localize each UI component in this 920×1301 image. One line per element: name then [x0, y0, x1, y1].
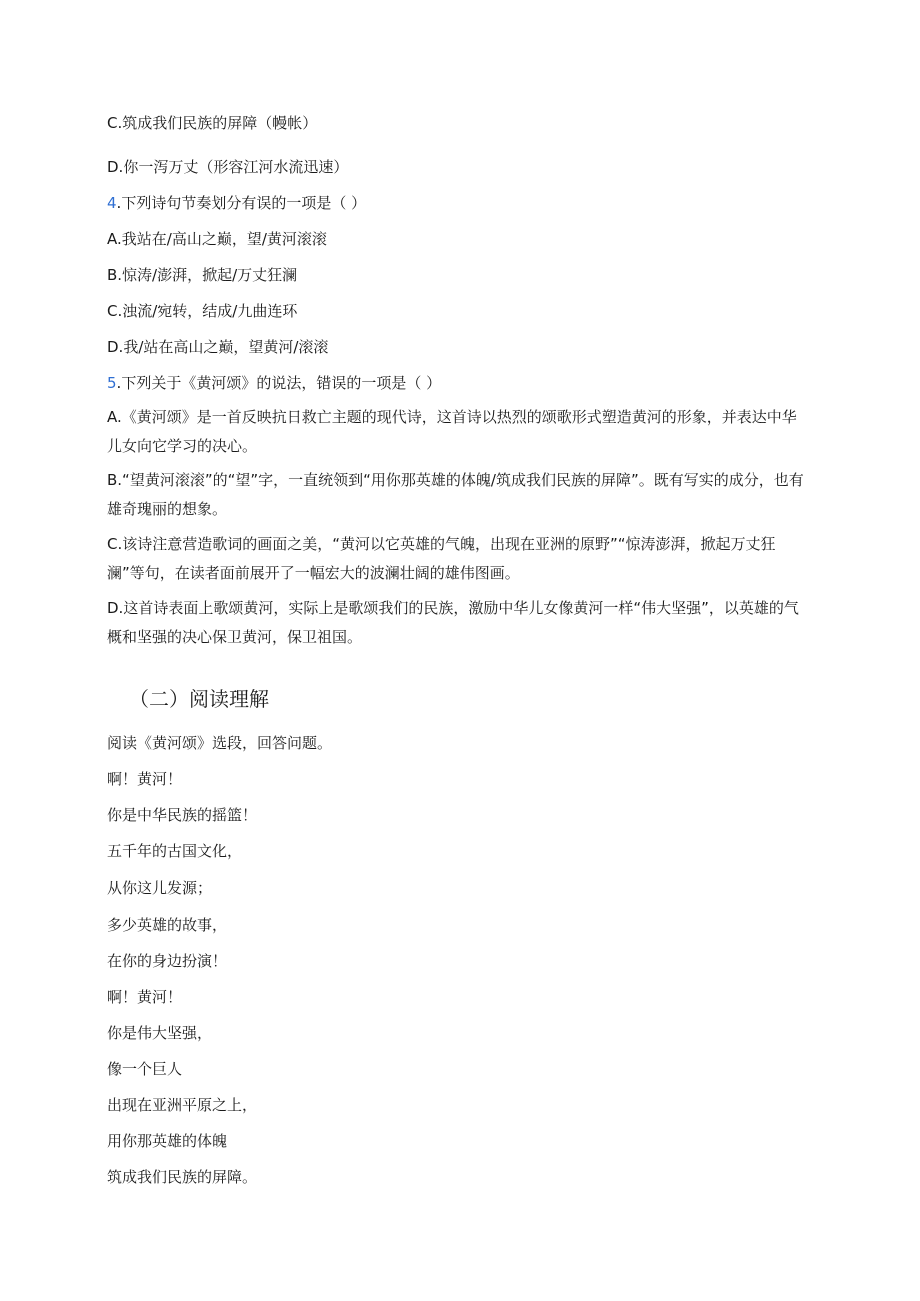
q5-option-a: A.《黄河颂》是一首反映抗日救亡主题的现代诗，这首诗以热烈的颂歌形式塑造黄河的形象，并表达中华儿女向它学习的决心。	[107, 408, 797, 455]
poem-line: 啊！黄河！	[107, 988, 183, 1006]
poem-line: 从你这儿发源；	[107, 879, 213, 897]
q4-number: 4	[107, 194, 117, 212]
poem-line: 你是伟大坚强，	[107, 1024, 213, 1042]
q3-option-d: D.你一泻万丈（形容江河水流迅速）	[107, 158, 349, 176]
reading-intro: 阅读《黄河颂》选段，回答问题。	[107, 734, 333, 752]
q4-stem-text: .下列诗句节奏划分有误的一项是（ ）	[116, 194, 367, 212]
q5-stem	[107, 374, 441, 392]
q4-stem	[107, 194, 366, 212]
q5-option-c: C.该诗注意营造歌词的画面之美，“黄河以它英雄的气魄，出现在亚洲的原野”“惊涛澎湃，掀起万丈狂澜”等句，在读者面前展开了一幅宏大的波澜壮阔的雄伟图画。	[107, 535, 776, 582]
q4-option-d: D.我/站在高山之巅，望黄河/滚滚	[107, 338, 329, 356]
poem-line: 用你那英雄的体魄	[107, 1132, 228, 1150]
q5-number: 5	[107, 374, 117, 392]
q4-option-a: A.我站在/高山之巅，望/黄河滚滚	[107, 230, 327, 248]
q5-stem-text: .下列关于《黄河颂》的说法，错误的一项是（ ）	[116, 374, 442, 392]
q4-option-b: B.惊涛/澎湃，掀起/万丈狂澜	[107, 266, 298, 284]
poem-line: 在你的身边扮演！	[107, 952, 228, 970]
q5-option-b: B.“望黄河滚滚”的“望”字，一直统领到“用你那英雄的体魄/筑成我们民族的屏障”。既有写实的成分，也有雄奇瑰丽的想象。	[107, 471, 804, 518]
poem-line: 出现在亚洲平原之上，	[107, 1096, 258, 1114]
poem-line: 筑成我们民族的屏障。	[107, 1168, 258, 1186]
poem-line: 像一个巨人	[107, 1060, 183, 1078]
poem-line: 你是中华民族的摇篮！	[107, 806, 258, 824]
poem-line: 多少英雄的故事，	[107, 916, 228, 934]
section-heading: （二）阅读理解	[129, 687, 269, 711]
q3-option-c: C.筑成我们民族的屏障（幔帐）	[107, 114, 318, 132]
q4-option-c: C.浊流/宛转，结成/九曲连环	[107, 302, 298, 320]
q5-option-d: D.这首诗表面上歌颂黄河，实际上是歌颂我们的民族，激励中华儿女像黄河一样“伟大坚强”，以英雄的气概和坚强的决心保卫黄河，保卫祖国。	[107, 599, 799, 646]
poem-line: 五千年的古国文化，	[107, 842, 243, 860]
poem-line: 啊！黄河！	[107, 770, 183, 788]
